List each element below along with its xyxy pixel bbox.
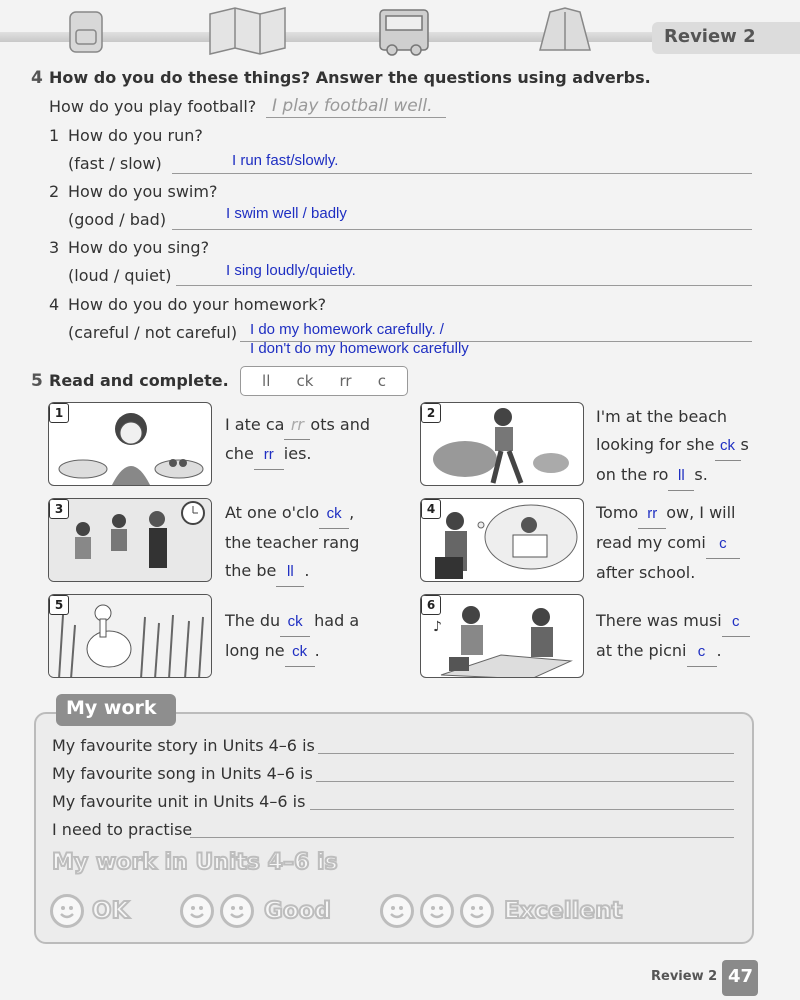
text-part: long ne: [225, 641, 285, 660]
ex4-options: (good / bad): [68, 210, 167, 229]
smiley-icon: [380, 894, 414, 928]
text-part: s: [740, 435, 749, 454]
picture-number: 2: [421, 403, 441, 423]
rating-label: Good: [264, 898, 331, 924]
picture-number: 4: [421, 499, 441, 519]
my-work-answer-line[interactable]: [190, 818, 734, 838]
ex5-number: 5: [31, 371, 43, 391]
ex5-text: [225, 411, 370, 470]
answer-blank[interactable]: ck: [280, 608, 310, 637]
text-part: .: [314, 641, 320, 660]
ex4-item-number: 1: [49, 126, 60, 145]
my-work-title: My work: [66, 697, 157, 719]
my-work-line-label: My favourite unit in Units 4–6 is: [52, 792, 306, 811]
text-part: the teacher rang: [225, 533, 360, 552]
answer-blank[interactable]: ll: [276, 558, 304, 587]
ex5-text: [596, 403, 749, 491]
text-part: the be: [225, 561, 277, 580]
ex4-example-question: How do you play football?: [49, 97, 257, 116]
smiley-icon: [50, 894, 84, 928]
answer-blank[interactable]: c: [687, 638, 717, 667]
picture-number: 1: [49, 403, 69, 423]
duck-grass-image: [49, 595, 212, 678]
answer-blank[interactable]: c: [706, 530, 740, 559]
smiley-icon: [220, 894, 254, 928]
picture-school-bell: [48, 498, 212, 582]
rating-excellent[interactable]: [380, 894, 623, 928]
answer-blank[interactable]: ck: [319, 500, 349, 529]
map-image: [210, 8, 285, 54]
rating-label: OK: [92, 898, 130, 924]
text-part: on the ro: [596, 465, 669, 484]
children-running-image: [49, 499, 212, 582]
text-part: s.: [694, 465, 708, 484]
answer-blank[interactable]: rr: [254, 441, 284, 470]
my-work-line-label: My favourite story in Units 4–6 is: [52, 736, 315, 755]
ex4-question: How do you run?: [68, 126, 203, 145]
ex4-answer-line1[interactable]: I do my homework carefully. /: [250, 321, 444, 338]
answer-blank[interactable]: c: [722, 608, 750, 637]
jacket-image: [540, 8, 590, 50]
text-part: read my comi: [596, 533, 706, 552]
text-part: after school.: [596, 563, 696, 582]
text-part: I ate ca: [225, 415, 285, 434]
boy-beach-image: [421, 403, 584, 486]
rating-ok[interactable]: [50, 894, 129, 928]
my-work-answer-line[interactable]: [316, 762, 734, 782]
ex4-item-number: 4: [49, 295, 60, 314]
my-work-answer-line[interactable]: [318, 734, 734, 754]
bus-image: [380, 10, 428, 55]
answer-blank[interactable]: ck: [715, 432, 741, 461]
ex4-question: How do you do your homework?: [68, 295, 327, 314]
word-box-item: ck: [296, 372, 314, 390]
smiley-icon: [420, 894, 454, 928]
smiley-icon: [180, 894, 214, 928]
picture-comic: [420, 498, 584, 582]
picnic-music-image: [421, 595, 584, 678]
text-part: ow, I will: [666, 503, 736, 522]
word-box-item: c: [377, 372, 386, 390]
picture-duck: [48, 594, 212, 678]
text-part: ,: [349, 503, 355, 522]
text-part: The du: [225, 611, 281, 630]
header-illustrations: [60, 0, 620, 56]
rating-good[interactable]: [180, 894, 331, 928]
text-part: che: [225, 444, 254, 463]
word-box: [240, 366, 408, 396]
backpack-image: [70, 12, 102, 52]
boy-thinking-comic-image: [421, 499, 584, 582]
ex4-options: (fast / slow): [68, 154, 162, 173]
text-part: Tomo: [596, 503, 639, 522]
text-part: had a: [314, 611, 360, 630]
ex4-answer[interactable]: I sing loudly/quietly.: [226, 262, 356, 279]
ex4-answer-line2[interactable]: I don't do my homework carefully: [250, 340, 469, 357]
ex4-options: (careful / not careful): [68, 323, 238, 342]
text-part: .: [304, 561, 310, 580]
svg-text:♪: ♪: [433, 619, 442, 635]
answer-blank[interactable]: ll: [668, 462, 694, 491]
ex5-text: [596, 499, 740, 587]
word-box-item: rr: [339, 372, 352, 390]
ex4-answer[interactable]: I swim well / badly: [226, 205, 347, 222]
ex4-question: How do you sing?: [68, 238, 210, 257]
ex4-instruction: How do you do these things? Answer the questions using adverbs.: [49, 68, 651, 87]
text-part: ots and: [310, 415, 371, 434]
text-part: There was musi: [596, 611, 722, 630]
ex5-text: [225, 499, 359, 587]
footer-label: Review 2: [651, 969, 718, 984]
text-part: at the picni: [596, 641, 687, 660]
header-banner: [0, 0, 800, 58]
my-work-subtitle: My work in Units 4–6 is: [52, 850, 338, 875]
review-title: Review 2: [664, 26, 756, 47]
my-work-line-label: I need to practise: [52, 820, 193, 839]
text-part: I'm at the beach: [596, 407, 728, 426]
ex4-item-number: 2: [49, 182, 60, 201]
word-box-item: ll: [262, 372, 271, 390]
picture-picnic: [420, 594, 584, 678]
rating-label: Excellent: [504, 898, 623, 924]
picture-number: 6: [421, 595, 441, 615]
text-part: .: [716, 641, 722, 660]
my-work-answer-line[interactable]: [310, 790, 734, 810]
text-part: At one o'clo: [225, 503, 320, 522]
ex4-options: (loud / quiet): [68, 266, 172, 285]
ex5-instruction: Read and complete.: [49, 371, 229, 390]
ex4-answer[interactable]: I run fast/slowly.: [232, 152, 339, 169]
ex4-number: 4: [31, 68, 43, 88]
answer-blank[interactable]: rr: [638, 500, 666, 529]
smiley-icon: [460, 894, 494, 928]
ex4-question: How do you swim?: [68, 182, 218, 201]
text-part: looking for she: [596, 435, 715, 454]
ex4-item-number: 3: [49, 238, 60, 257]
picture-beach: [420, 402, 584, 486]
picture-carrots-cherries: [48, 402, 212, 486]
answer-blank[interactable]: ck: [285, 638, 315, 667]
example-blank: rr: [284, 411, 310, 440]
text-part: ies.: [283, 444, 312, 463]
ex4-example-answer: I play football well.: [272, 96, 433, 116]
ex5-text: [596, 607, 750, 667]
my-work-line-label: My favourite song in Units 4–6 is: [52, 764, 313, 783]
page-number: 47: [728, 966, 754, 987]
woman-eating-image: [49, 403, 212, 486]
picture-number: 5: [49, 595, 69, 615]
picture-number: 3: [49, 499, 69, 519]
ex5-text: [225, 607, 359, 667]
